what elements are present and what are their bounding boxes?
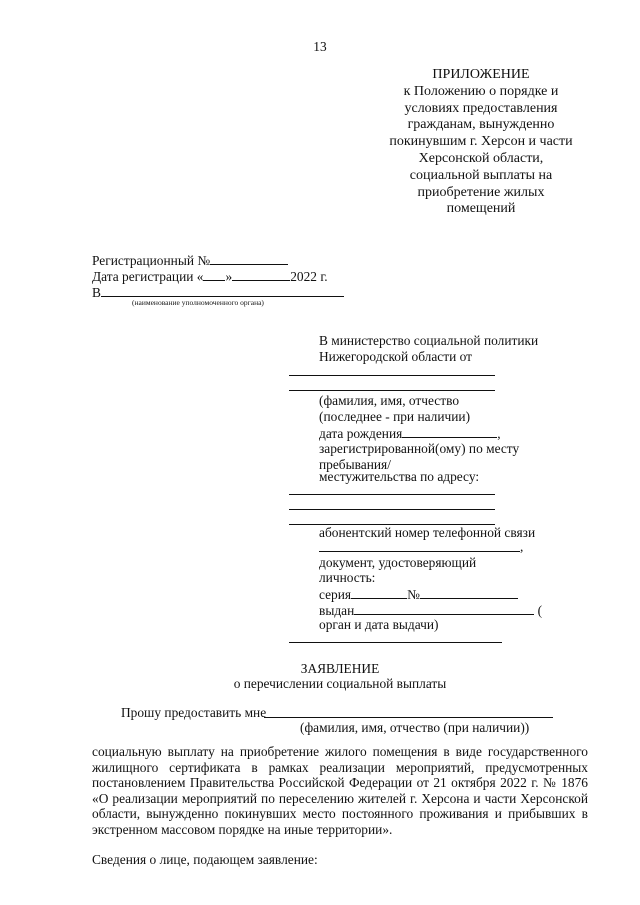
request-fio-caption: (фамилия, имя, отчество (при наличии)): [300, 720, 530, 735]
applicant-info-heading: Сведения о лице, подающем заявление:: [92, 852, 318, 867]
registration-date-row: [92, 268, 328, 286]
document-line-2: личность:: [319, 570, 376, 585]
request-name-field[interactable]: [264, 717, 553, 718]
phone-comma: ,: [520, 539, 524, 554]
series-field[interactable]: [351, 586, 407, 599]
appendix-block: [372, 67, 590, 218]
appendix-line: к Положению о порядке и: [403, 83, 559, 99]
signature-line[interactable]: [289, 642, 502, 643]
appendix-line: помещений: [446, 201, 516, 217]
birth-date-row: [319, 425, 501, 443]
birth-date-field[interactable]: [402, 425, 497, 438]
appendix-line: покинувшим г. Херсон и части: [389, 134, 573, 150]
request-row: [121, 705, 266, 722]
address-line-1[interactable]: [289, 494, 495, 495]
appendix-line: приобретение жилых: [417, 184, 545, 200]
page-number: 13: [313, 39, 327, 54]
registered-line-2: пребывания/: [319, 457, 391, 472]
registration-number-label: Регистрационный №: [92, 253, 211, 268]
series-label: серия: [319, 587, 352, 602]
registration-day-field[interactable]: [203, 268, 225, 281]
registered-line-1: зарегистрированной(ому) по месту: [319, 441, 520, 456]
doc-number-label: №: [407, 587, 420, 602]
registered-line-3: местужительства по адресу:: [319, 469, 480, 484]
fio-caption-1: (фамилия, имя, отчество: [319, 393, 460, 408]
appendix-title: ПРИЛОЖЕНИЕ: [432, 67, 530, 82]
appendix-line: Херсонской области,: [418, 150, 544, 166]
registration-year: 2022 г.: [290, 269, 328, 284]
issued-label: выдан: [319, 603, 355, 618]
issued-paren: (: [537, 603, 543, 618]
appendix-line: гражданам, вынужденно: [407, 117, 555, 133]
issued-field[interactable]: [354, 602, 534, 615]
phone-label: абонентский номер телефонной связи: [319, 525, 536, 540]
appendix-line: социальной выплаты на: [409, 167, 553, 183]
statement-subtitle: о перечислении социальной выплаты: [233, 676, 447, 691]
appendix-line: условиях предоставления: [404, 100, 558, 116]
birth-date-label: дата рождения: [319, 426, 403, 441]
registration-org-field[interactable]: [101, 284, 344, 297]
birth-date-comma: ,: [497, 426, 501, 441]
address-line-2[interactable]: [289, 509, 495, 510]
issued-caption: орган и дата выдачи): [319, 617, 439, 632]
fio-caption-2: (последнее - при наличии): [319, 409, 471, 424]
registration-in-label: В: [92, 285, 101, 300]
registration-date-label: Дата регистрации «: [92, 269, 204, 284]
statement-title: ЗАЯВЛЕНИЕ: [300, 661, 380, 676]
registration-number-row: [92, 252, 288, 270]
addressee-to-line2: Нижегородской области от: [319, 349, 472, 364]
applicant-name-line-2[interactable]: [289, 390, 495, 391]
statement-body: социальную выплату на приобретение жилого помещения в виде государственного жилищного сертификата в рамках реализации мероприятий, предусмотренных постановлением Правительства Российской Федерации от 21 октября 2022 г. № 1876 «О реализации мероприятий по переселению жителей г. Херсона и части Херсонской области, вынужденно покинувших место постоянного проживания и прибывших в экстренном массовом порядке на иные территории».: [92, 744, 588, 837]
doc-number-field[interactable]: [420, 586, 518, 599]
series-number-row: [319, 586, 518, 604]
document-line-1: документ, удостоверяющий: [319, 555, 477, 570]
addressee-to-line1: В министерство социальной политики: [319, 333, 539, 348]
phone-field[interactable]: [319, 551, 520, 552]
applicant-name-line-1[interactable]: [289, 375, 495, 376]
request-label: Прошу предоставить мне: [121, 705, 267, 720]
registration-org-caption: (наименование уполномоченного органа): [132, 298, 264, 307]
registration-date-quote: »: [225, 269, 233, 284]
registration-number-field[interactable]: [210, 252, 288, 265]
registration-month-field[interactable]: [232, 268, 290, 281]
